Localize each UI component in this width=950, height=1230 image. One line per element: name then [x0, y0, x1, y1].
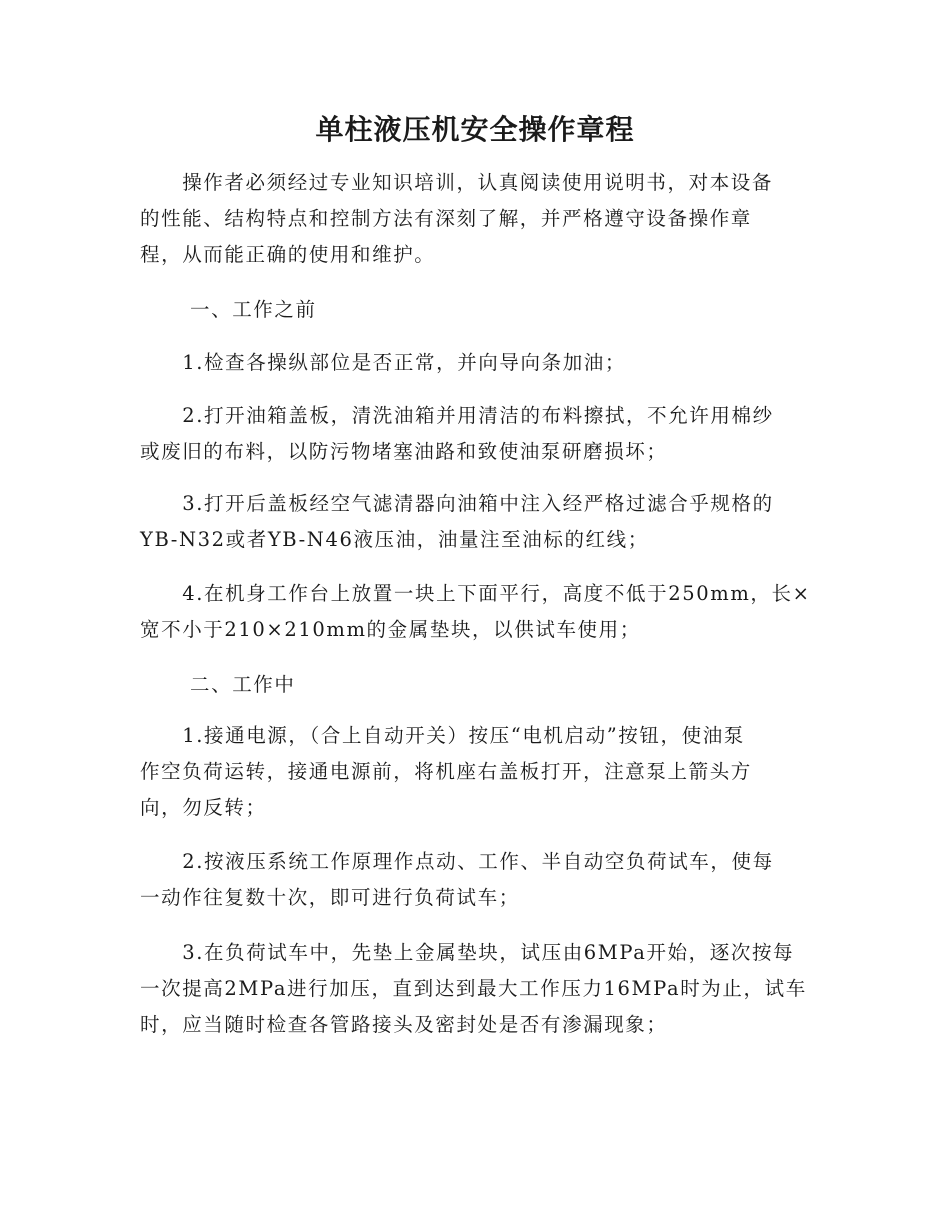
text-line: YB-N32或者YB-N46液压油，油量注至油标的红线；: [140, 528, 649, 551]
intro-paragraph: [140, 165, 812, 273]
paragraph-item: [140, 486, 812, 558]
paragraph-item: [140, 345, 812, 381]
text-line: 1.检查各操纵部位是否正常，并向导向条加油；: [140, 351, 627, 374]
paragraph-item: [140, 576, 812, 648]
text-line: 宽不小于210×210mm的金属垫块，以供试车使用；: [140, 618, 641, 641]
paragraph-item: [140, 398, 812, 470]
page-title: 单柱液压机安全操作章程: [315, 113, 635, 146]
paragraph-item: [140, 718, 812, 826]
text-line: 的性能、结构特点和控制方法有深刻了解，并严格遵守设备操作章: [140, 207, 752, 230]
section-heading-during-work: [140, 667, 812, 703]
text-line: 一动作往复数十次，即可进行负荷试车；: [140, 886, 520, 909]
text-line: 3.打开后盖板经空气滤清器向油箱中注入经严格过滤合乎规格的: [140, 492, 774, 515]
paragraph-item: [140, 935, 812, 1043]
text-line: 2.按液压系统工作原理作点动、工作、半自动空负荷试车，使每: [140, 850, 774, 873]
text-line: 3.在负荷试车中，先垫上金属垫块，试压由6MPa开始，逐次按每: [140, 941, 795, 964]
text-line: 向，勿反转；: [140, 796, 267, 819]
section-heading-before-work: [140, 292, 812, 328]
text-line: 4.在机身工作台上放置一块上下面平行，高度不低于250mm，长×: [140, 582, 811, 605]
text-line: 或废旧的布料，以防污物堵塞油路和致使油泵研磨损坏；: [140, 440, 668, 463]
text-line: 2.打开油箱盖板，清洗油箱并用清洁的布料擦拭，不允许用棉纱: [140, 404, 774, 427]
text-line: 程，从而能正确的使用和维护。: [140, 243, 436, 266]
text-line: 操作者必须经过专业知识培训，认真阅读使用说明书，对本设备: [140, 171, 774, 194]
text-line: 一次提高2MPa进行加压，直到达到最大工作压力16MPa时为止，试车: [140, 977, 807, 1000]
text-line: 一、工作之前: [140, 298, 317, 321]
text-line: 1.接通电源，（合上自动开关）按压“电机启动”按钮，使油泵: [140, 724, 745, 747]
text-line: 时，应当随时检查各管路接头及密封处是否有渗漏现象；: [140, 1013, 668, 1036]
paragraph-item: [140, 844, 812, 916]
text-line: 作空负荷运转，接通电源前，将机座右盖板打开，注意泵上箭头方: [140, 760, 752, 783]
text-line: 二、工作中: [140, 673, 296, 696]
